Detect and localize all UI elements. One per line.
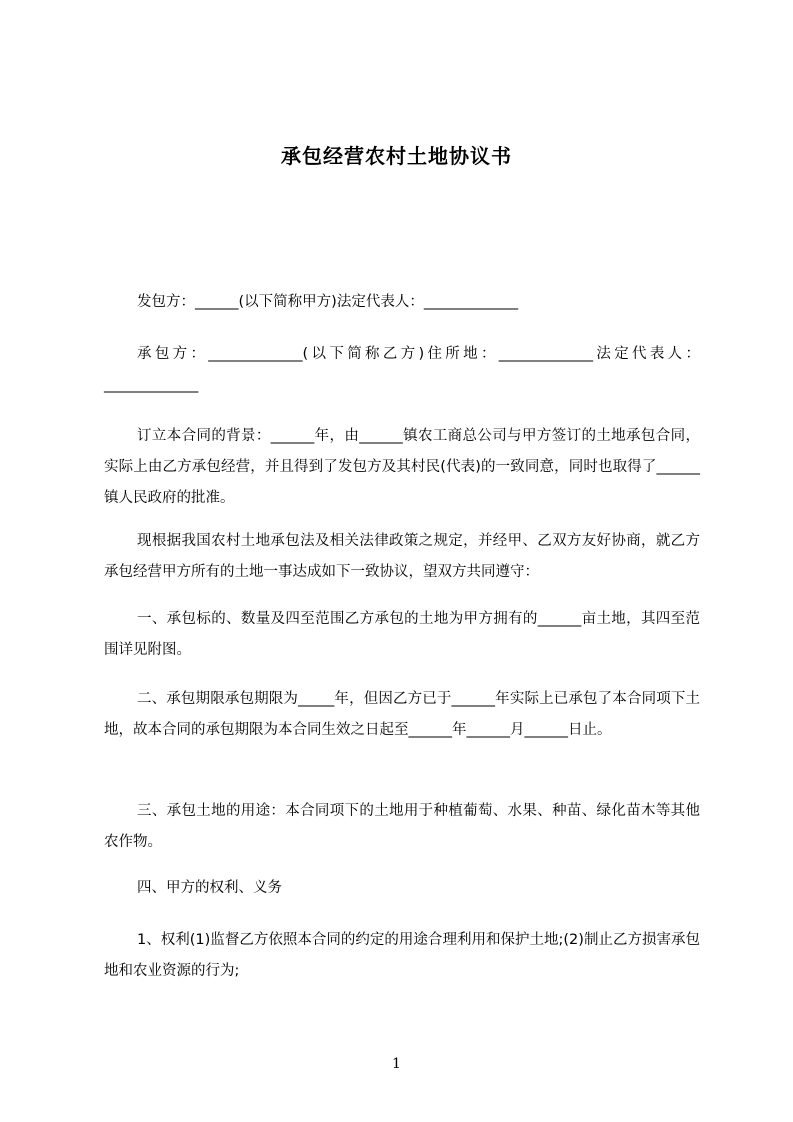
paragraph-clause-1: 一、承包标的、数量及四至范围乙方承包的土地为甲方拥有的______亩土地，其四至范围详见附图。: [104, 611, 700, 658]
paragraph-rights: 1、权利(1)监督乙方依照本合同的约定的用途合理利用和保护土地;(2)制止乙方损害承包地和农业资源的行为;: [104, 932, 700, 979]
paragraph-agreement-basis: 现根据我国农村土地承包法及相关法律政策之规定，并经甲、乙双方友好协商，就乙方承包经营甲方所有的土地一事达成如下一致协议，望双方共同遵守：: [104, 533, 700, 580]
paragraph-background: 订立本合同的背景：______年，由______镇农工商总公司与甲方签订的土地承包合同，实际上由乙方承包经营，并且得到了发包方及其村民(代表)的一致同意，同时也取得了______镇人民政府的批准。: [104, 428, 700, 506]
paragraph-clause-4-heading: 四、甲方的权利、义务: [137, 880, 282, 896]
paragraph-contractor: 承包方：_____________(以下简称乙方)住所地：_____________法定代表人：_____________: [104, 346, 700, 393]
paragraph-contracting-party: 发包方：______(以下简称甲方)法定代表人：_____________: [137, 294, 519, 310]
paragraph-clause-3: 三、承包土地的用途：本合同项下的土地用于种植葡萄、水果、种苗、绿化苗木等其他农作物。: [104, 803, 700, 850]
page-number: 1: [392, 1056, 401, 1072]
document-title: 承包经营农村土地协议书: [281, 144, 512, 168]
paragraph-clause-2: 二、承包期限承包期限为_____年，但因乙方已于______年实际上已承包了本合同项下土地，故本合同的承包期限为本合同生效之日起至______年______月______日止。: [104, 691, 700, 738]
